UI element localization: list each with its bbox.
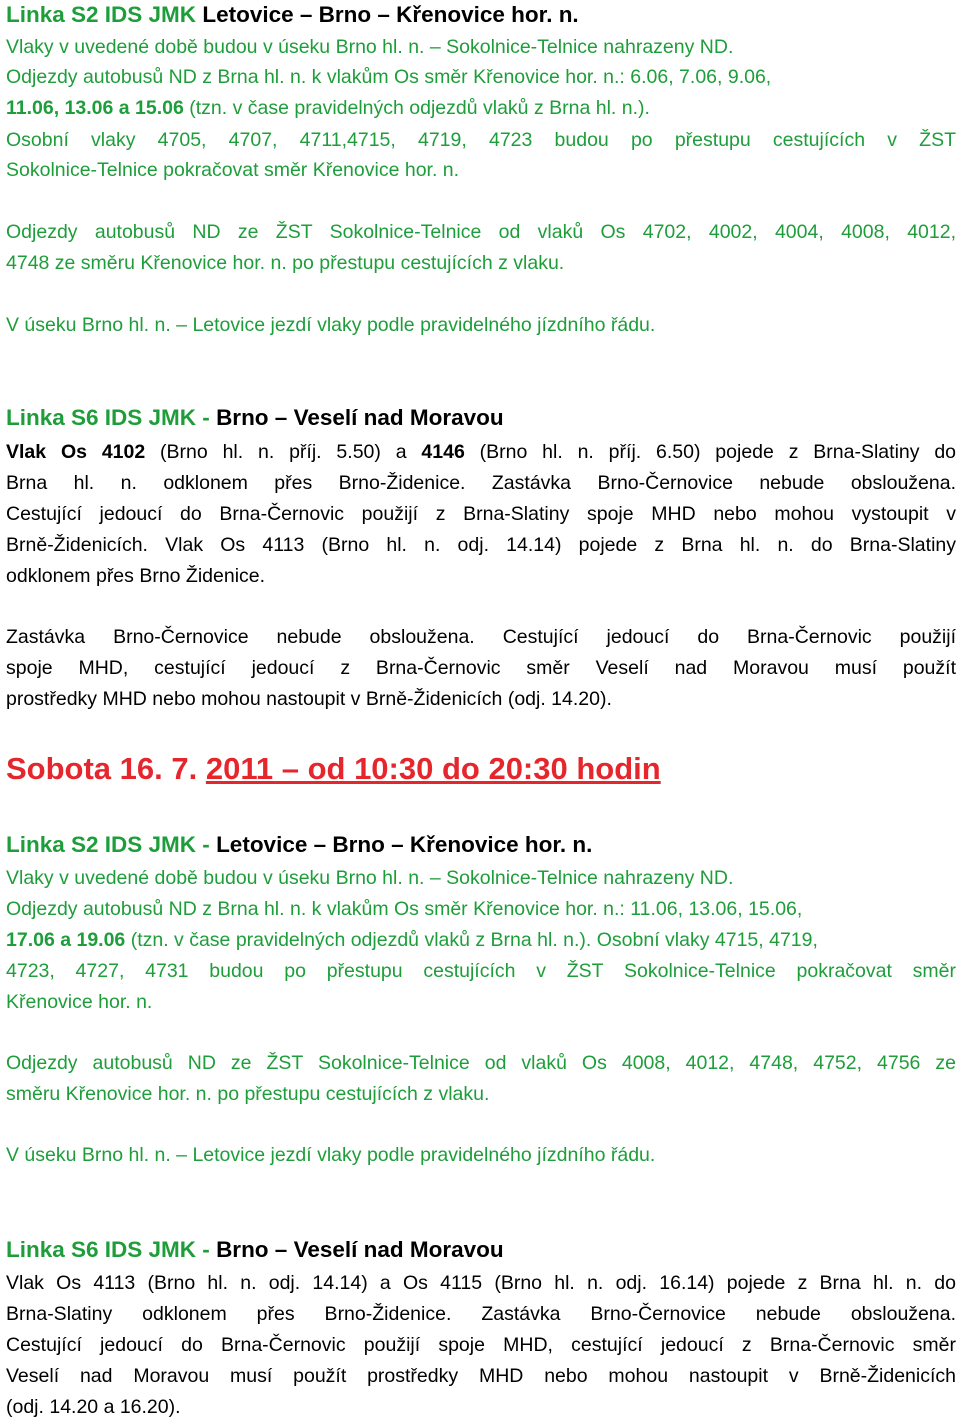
section1-note: (tzn. v čase pravidelných odjezdů vlaků z Brna hl. n.).	[189, 97, 650, 119]
section1-line-6: Odjezdy autobusů ND ze ŽST Sokolnice-Telnice od vlaků Os 4702, 4002, 4004, 4008, 4012,	[6, 221, 956, 243]
section3-line-8: V úseku Brno hl. n. – Letovice jezdí vlaky podle pravidelného jízdního řádu.	[6, 1144, 656, 1166]
section1-line-name: Linka S2 IDS JMK	[6, 2, 197, 27]
section3-note: (tzn. v čase pravidelných odjezdů vlaků z Brna hl. n.). Osobní vlaky 4715, 4719,	[130, 929, 818, 951]
section3-departures-tail: 17.06 a 19.06	[6, 929, 126, 951]
section1-line-2: Odjezdy autobusů ND z Brna hl. n. k vlakům Os směr Křenovice hor. n.: 6.06, 7.06, 9.06,	[6, 66, 772, 88]
section2-route: Brno – Veselí nad Moravou	[216, 405, 504, 430]
section1-line-4: Osobní vlaky 4705, 4707, 4711,4715, 4719, 4723 budou po přestupu cestujících v ŽST	[6, 129, 956, 151]
saturday-time-range: 2011 – od 10:30 do 20:30 hodin	[205, 751, 661, 786]
section2-train-detail-1: (Brno hl. n. příj. 5.50) a	[160, 441, 407, 463]
section4-heading	[6, 1235, 504, 1265]
section4-route: Brno – Veselí nad Moravou	[216, 1237, 504, 1262]
section3-heading	[6, 830, 592, 860]
section2-train-detail-2: (Brno hl. n. příj. 6.50) pojede z Brna-Slatiny do	[479, 441, 957, 463]
section2-line-1	[6, 438, 956, 466]
section4-line-1: Vlak Os 4113 (Brno hl. n. odj. 14.14) a Os 4115 (Brno hl. n. odj. 16.14) pojede z Brna hl. n. do	[6, 1272, 956, 1294]
saturday-date: Sobota 16. 7.	[6, 751, 198, 786]
section3-line-7: směru Křenovice hor. n. po přestupu cestujících z vlaku.	[6, 1083, 490, 1105]
section3-route: Letovice – Brno – Křenovice hor. n.	[216, 832, 593, 857]
saturday-heading	[6, 749, 661, 789]
section2-line-6: Zastávka Brno-Černovice nebude obsloužena. Cestující jedoucí do Brna-Černovic použijí	[6, 626, 956, 648]
section2-train-number-1: 4102	[101, 441, 146, 463]
section1-route: Letovice – Brno – Křenovice hor. n.	[202, 2, 579, 27]
section2-line-7: spoje MHD, cestující jedoucí z Brna-Černovic směr Veselí nad Moravou musí použít	[6, 657, 956, 679]
section3-line-5: Křenovice hor. n.	[6, 991, 153, 1013]
section2-line-4: Brně-Židenicích. Vlak Os 4113 (Brno hl. n. odj. 14.14) pojede z Brna hl. n. do Brna-Slatiny	[6, 534, 956, 556]
section2-line-5: odklonem přes Brno Židenice.	[6, 565, 266, 587]
section3-line-4: 4723, 4727, 4731 budou po přestupu cestujících v ŽST Sokolnice-Telnice pokračovat směr	[6, 960, 956, 982]
section2-train-label: Vlak Os	[6, 441, 87, 463]
section4-line-3: Cestující jedoucí do Brna-Černovic použijí spoje MHD, cestující jedoucí z Brna-Černovic směr	[6, 1334, 956, 1356]
section4-line-2: Brna-Slatiny odklonem přes Brno-Židenice. Zastávka Brno-Černovice nebude obsloužena.	[6, 1303, 956, 1325]
section4-line-5: (odj. 14.20 a 16.20).	[6, 1396, 181, 1418]
section1-line-7: 4748 ze směru Křenovice hor. n. po přestupu cestujících z vlaku.	[6, 252, 565, 274]
section2-line-name: Linka S6 IDS JMK -	[6, 405, 210, 430]
section1-line-3	[6, 94, 650, 122]
section2-heading	[6, 403, 504, 433]
section1-departures-tail: 11.06, 13.06 a 15.06	[6, 97, 184, 119]
section1-line-5: Sokolnice-Telnice pokračovat směr Křenovice hor. n.	[6, 159, 460, 181]
section3-line-name: Linka S2 IDS JMK -	[6, 832, 210, 857]
section4-line-4: Veselí nad Moravou musí použít prostředky MHD nebo mohou nastoupit v Brně-Židenicích	[6, 1365, 956, 1387]
section3-line-3	[6, 926, 818, 954]
section2-train-number-2: 4146	[421, 441, 465, 463]
section3-line-2: Odjezdy autobusů ND z Brna hl. n. k vlakům Os směr Křenovice hor. n.: 11.06, 13.06, 15.06,	[6, 898, 803, 920]
section4-line-name: Linka S6 IDS JMK -	[6, 1237, 210, 1262]
section2-line-8: prostředky MHD nebo mohou nastoupit v Brně-Židenicích (odj. 14.20).	[6, 688, 612, 710]
section1-line-1: Vlaky v uvedené době budou v úseku Brno hl. n. – Sokolnice-Telnice nahrazeny ND.	[6, 36, 734, 58]
section1-heading	[6, 0, 579, 30]
section1-line-8: V úseku Brno hl. n. – Letovice jezdí vlaky podle pravidelného jízdního řádu.	[6, 314, 656, 336]
section3-line-6: Odjezdy autobusů ND ze ŽST Sokolnice-Telnice od vlaků Os 4008, 4012, 4748, 4752, 4756 ze	[6, 1052, 956, 1074]
section3-line-1: Vlaky v uvedené době budou v úseku Brno hl. n. – Sokolnice-Telnice nahrazeny ND.	[6, 867, 734, 889]
section2-line-3: Cestující jedoucí do Brna-Černovic použijí z Brna-Slatiny spoje MHD nebo mohou vystoupit v	[6, 503, 956, 525]
section2-line-2: Brna hl. n. odklonem přes Brno-Židenice. Zastávka Brno-Černovice nebude obsloužena.	[6, 472, 956, 494]
